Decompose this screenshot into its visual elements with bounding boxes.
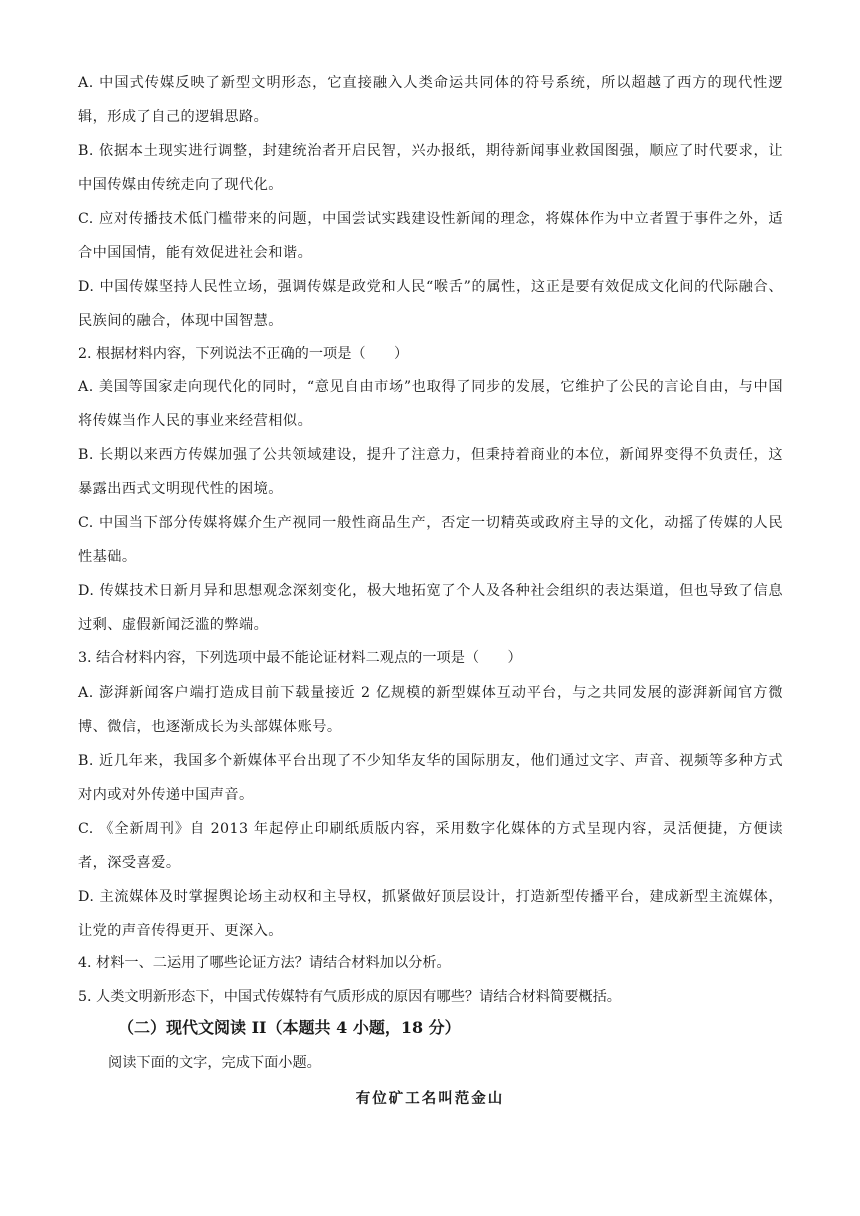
reading-instruction: 阅读下面的文字，完成下面小题。 <box>108 1055 321 1071</box>
q3-option-d: D. 主流媒体及时掌握舆论场主动权和主导权，抓紧做好顶层设计，打造新型传播平台，建成新型主流媒体，让党的声音传得更开、更深入。 <box>78 889 783 939</box>
q3-option-b: B. 近几年来，我国多个新媒体平台出现了不少知华友华的国际朋友，他们通过文字、声音、视频等多种方式对内或对外传递中国声音。 <box>78 753 783 803</box>
q2-option-d: D. 传媒技术日新月异和思想观念深刻变化，极大地拓宽了个人及各种社会组织的表达渠道，但也导致了信息过剩、虚假新闻泛滥的弊端。 <box>78 583 783 633</box>
story-title: 有位矿工名叫范金山 <box>355 1090 505 1107</box>
section-heading: （二）现代文阅读 II（本题共 4 小题，18 分） <box>118 1018 461 1037</box>
q1-option-b: B. 依据本土现实进行调整，封建统治者开启民智，兴办报纸，期待新闻事业救国图强，顺应了时代要求，让中国传媒由传统走向了现代化。 <box>78 143 783 193</box>
q1-option-c: C. 应对传播技术低门槛带来的问题，中国尝试实践建设性新闻的理念，将媒体作为中立者置于事件之外，适合中国国情，能有效促进社会和谐。 <box>78 211 783 261</box>
q2-stem: 2. 根据材料内容，下列说法不正确的一项是（ ） <box>78 346 409 362</box>
q4-question: 4. 材料一、二运用了哪些论证方法？请结合材料加以分析。 <box>78 955 451 971</box>
q2-option-b: B. 长期以来西方传媒加强了公共领域建设，提升了注意力，但秉持着商业的本位，新闻界变得不负责任，这暴露出西式文明现代性的困境。 <box>78 447 783 497</box>
q1-option-d: D. 中国传媒坚持人民性立场，强调传媒是政党和人民“喉舌”的属性，这正是要有效促成文化间的代际融合、民族间的融合，体现中国智慧。 <box>78 279 783 329</box>
q3-stem: 3. 结合材料内容，下列选项中最不能论证材料二观点的一项是（ ） <box>78 650 522 666</box>
q3-option-c: C. 《全新周刊》自 2013 年起停止印刷纸质版内容，采用数字化媒体的方式呈现内容，灵活便捷，方便读者，深受喜爱。 <box>78 821 783 871</box>
q5-question: 5. 人类文明新形态下，中国式传媒特有气质形成的原因有哪些？请结合材料简要概括。 <box>78 989 621 1005</box>
q2-option-a: A. 美国等国家走向现代化的同时，“意见自由市场”也取得了同步的发展，它维护了公民的言论自由，与中国将传媒当作人民的事业来经营相似。 <box>78 379 783 429</box>
q3-option-a: A. 澎湃新闻客户端打造成目前下载量接近 2 亿规模的新型媒体互动平台，与之共同发展的澎湃新闻官方微博、微信，也逐渐成长为头部媒体账号。 <box>78 685 783 735</box>
q1-option-a: A. 中国式传媒反映了新型文明形态，它直接融入人类命运共同体的符号系统，所以超越了西方的现代性逻辑，形成了自己的逻辑思路。 <box>78 75 783 125</box>
q2-option-c: C. 中国当下部分传媒将媒介生产视同一般性商品生产，否定一切精英或政府主导的文化，动摇了传媒的人民性基础。 <box>78 515 783 565</box>
